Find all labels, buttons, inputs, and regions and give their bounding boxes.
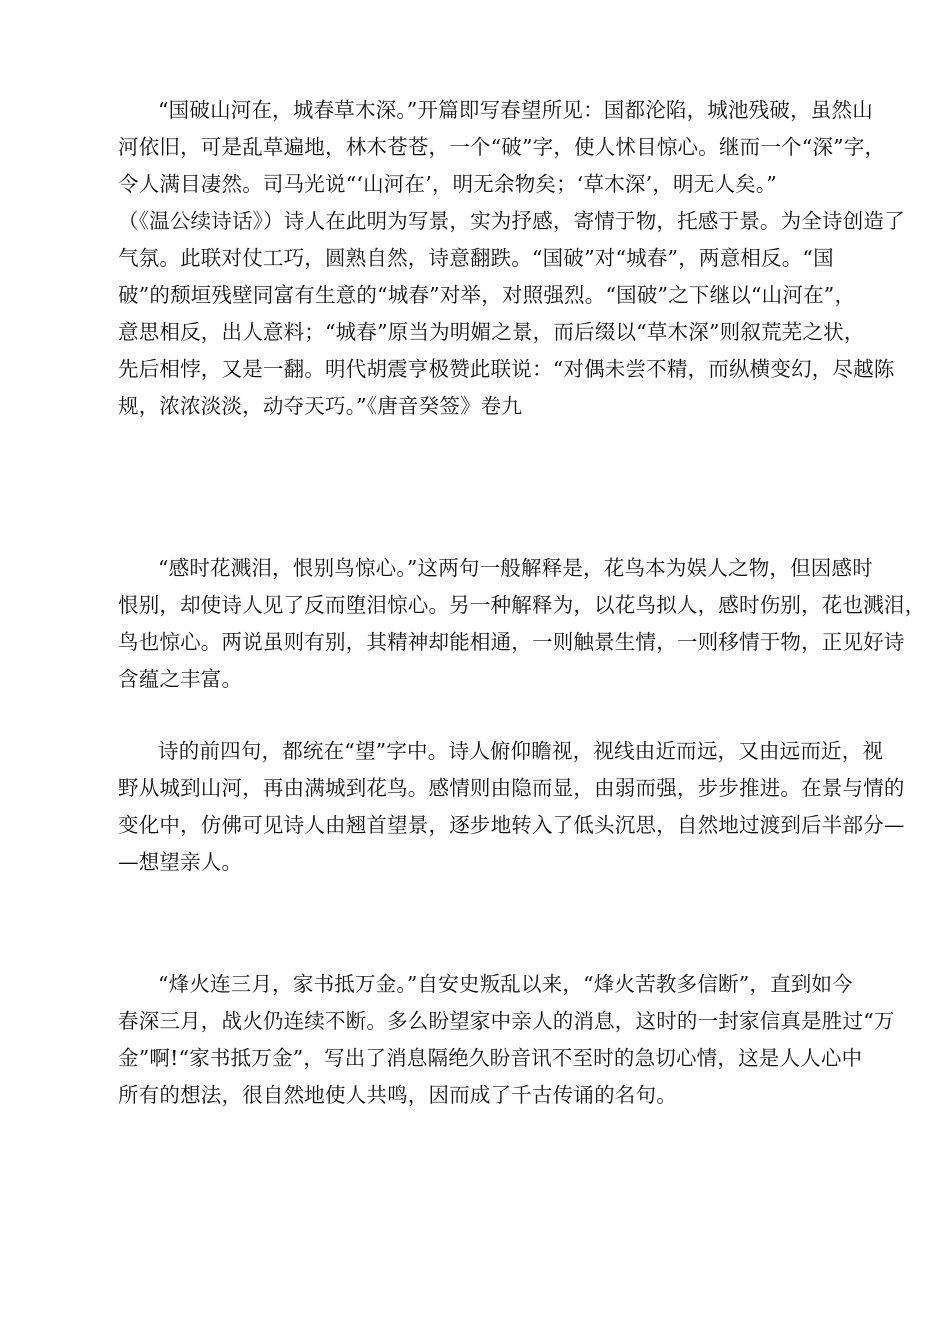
text-line: 令人满目凄然。司马光说“‘山河在’，明无余物矣；‘草木深’，明无人矣。” — [118, 172, 777, 196]
text-line: 破”的颓垣残壁同富有生意的“城春”对举，对照强烈。“国破”之下继以“山河在”， — [118, 283, 856, 307]
paragraph-flowers-birds — [118, 550, 926, 698]
text-line: 鸟也惊心。两说虽则有别，其精神却能相通，一则触景生情，一则移情于物，正见好诗 — [118, 630, 905, 654]
text-line: —想望亲人。 — [118, 850, 243, 874]
text-line: 气氛。此联对仗工巧，圆熟自然，诗意翻跌。“国破”对“城春”，两意相反。“国 — [118, 246, 834, 270]
paragraph-beacon-fires — [118, 966, 895, 1114]
text-line: 先后相悖，又是一翻。明代胡震亨极赞此联说：“对偶未尝不精，而纵横变幻，尽越陈 — [118, 357, 895, 381]
text-line: 恨别，却使诗人见了反而堕泪惊心。另一种解释为，以花鸟拟人，感时伤别，花也溅泪， — [118, 593, 926, 617]
text-line: 河依旧，可是乱草遍地，林木苍苍，一个“破”字，使人怵目惊心。继而一个“深”字， — [118, 135, 886, 159]
text-line: 春深三月，战火仍连续不断。多么盼望家中亲人的消息，这时的一封家信真是胜过“万 — [118, 1009, 895, 1033]
text-line: 金”啊!“家书抵万金”，写出了消息隔绝久盼音讯不至时的急切心情，这是人人心中 — [118, 1046, 863, 1070]
text-line: 含蕴之丰富。 — [118, 667, 243, 691]
text-line: “烽火连三月，家书抵万金。”自安史叛乱以来，“烽火苦教多信断”，直到如今 — [158, 972, 853, 996]
text-line: 变化中，仿佛可见诗人由翘首望景，逐步地转入了低头沉思，自然地过渡到后半部分— — [118, 813, 905, 837]
text-line: “国破山河在，城春草木深。”开篇即写春望所见：国都沦陷，城池残破，虽然山 — [158, 98, 873, 122]
text-line: 规，浓浓淡淡，动夺天巧。”《唐音癸签》卷九 — [118, 394, 523, 418]
paragraph-opening-couplet — [118, 92, 905, 425]
text-line: 诗的前四句，都统在“望”字中。诗人俯仰瞻视，视线由近而远，又由远而近，视 — [158, 739, 884, 763]
text-line: “感时花溅泪，恨别鸟惊心。”这两句一般解释是，花鸟本为娱人之物，但因感时 — [158, 556, 873, 580]
text-line: 意思相反，出人意料；“城春”原当为明媚之景，而后缀以“草木深”则叙荒芜之状， — [118, 320, 865, 344]
text-line: （《温公续诗话》）诗人在此明为写景，实为抒感，寄情于物，托感于景。为全诗创造了 — [118, 209, 905, 233]
text-line: 野从城到山河，再由满城到花鸟。感情则由隐而显，由弱而强，步步推进。在景与情的 — [118, 776, 905, 800]
paragraph-first-four-lines — [118, 733, 905, 881]
text-line: 所有的想法，很自然地使人共鸣，因而成了千古传诵的名句。 — [118, 1083, 677, 1107]
